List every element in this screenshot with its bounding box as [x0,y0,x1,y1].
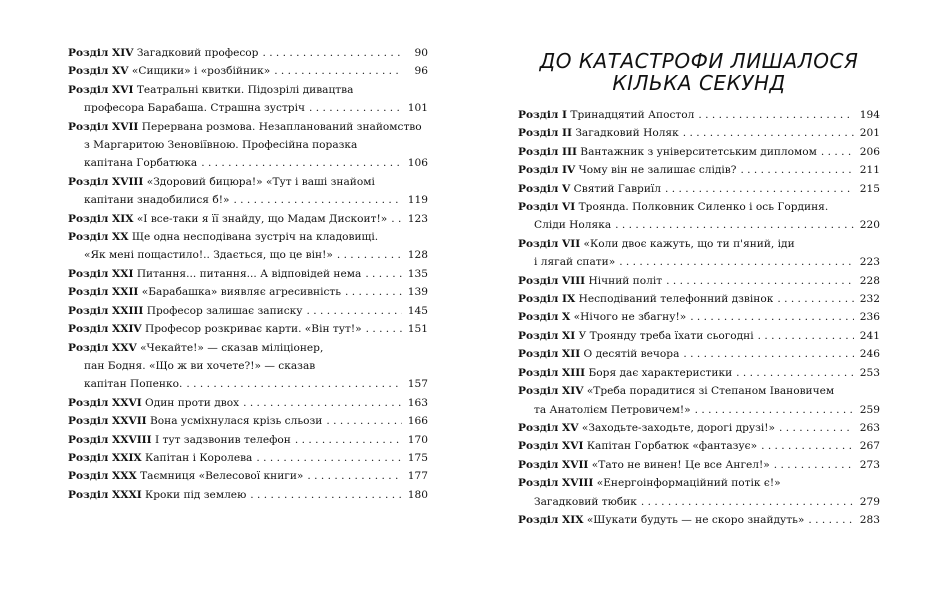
chapter-label: Розділ XXII [68,286,139,299]
chapter-title: та Анатолієм Петровичем!» [534,403,691,416]
page-number: 246 [859,348,880,361]
dot-leader [777,290,854,308]
toc-entry [518,345,880,363]
dot-leader [307,467,402,485]
toc-entry-line [68,302,428,320]
toc-entry [518,437,880,455]
toc-entry [518,180,880,198]
chapter-label: Розділ II [518,127,572,140]
chapter-label: Розділ XVI [518,440,584,453]
toc-entry-line [68,173,428,191]
toc-entry-text [534,216,611,234]
page-number: 170 [407,433,428,446]
chapter-label: Розділ XVIII [68,175,144,188]
toc-entry-text [518,235,795,253]
chapter-title: Троянда. Полковник Силенко і ось Гординя. [578,201,829,214]
chapter-label: Розділ XVII [518,458,589,471]
page-number: 215 [859,182,880,195]
toc-entry-line [518,401,880,419]
toc-entry-line [68,99,428,117]
chapter-label: Розділ XIV [68,47,134,59]
chapter-title: капітан Попенко. [84,378,183,391]
toc-entry-text [518,474,781,492]
dot-leader [274,62,402,80]
chapter-label: Розділ XV [68,65,129,78]
page-number: 157 [407,378,428,391]
section-title-line-2: КІЛЬКА СЕКУНД [612,71,786,95]
toc-entry [68,412,428,430]
toc-entry-text [518,198,828,216]
toc-entry-text [84,99,305,117]
toc-entry-line [68,191,428,209]
page-number: 128 [407,249,428,262]
chapter-title: і лягай спати» [534,256,616,269]
toc-entry-text [518,364,732,382]
chapter-title: капітана Горбатюка [84,157,198,170]
chapter-title: Кроки під землею [145,488,247,501]
chapter-title: Святий Гавриїл [573,182,661,195]
toc-entry-line [68,246,428,264]
toc-entry-text [518,382,834,400]
page-number: 283 [859,513,880,526]
toc-entry-text [68,62,270,80]
toc-entry-text [518,511,804,529]
chapter-title: Тринадцятий Апостол [570,109,695,121]
toc-entry-line [518,143,880,161]
page-number: 119 [407,194,428,207]
dot-leader [641,493,854,511]
chapter-title: професора Барабаша. Страшна зустріч [84,102,305,115]
toc-entry-text [68,210,387,228]
page-number: 211 [859,164,880,177]
page-number: 228 [859,274,880,287]
toc-entry-line [68,486,428,504]
page-number: 273 [859,458,880,471]
dot-leader [615,216,854,234]
page-number: 220 [859,219,880,232]
page-number: 106 [407,157,428,170]
dot-leader [233,191,402,209]
page-number: 253 [859,366,880,379]
chapter-title: Театральні квитки. Підозрілі дивацтва [136,83,354,96]
chapter-label: Розділ XV [518,421,579,434]
dot-leader [186,375,402,393]
chapter-label: Розділ XIV [518,385,584,398]
chapter-label: Розділ V [518,182,571,195]
toc-entry-line [518,437,880,455]
toc-entry-line [68,81,428,99]
chapter-title: Таємниця «Велесової книги» [140,470,304,483]
dot-leader [736,364,854,382]
toc-entry [518,272,880,290]
toc-entry-text [84,191,229,209]
toc-entry [68,486,428,504]
page-number: 263 [859,421,880,434]
chapter-title: Професор залишає записку [146,304,303,317]
toc-entry [518,290,880,308]
chapter-label: Розділ XXIV [68,323,142,336]
chapter-title: з Маргаритою Зеновіївною. Професійна поразка [84,139,358,152]
chapter-label: Розділ XXVIII [68,433,152,446]
toc-entry-line [68,357,428,375]
toc-entry-line [68,154,428,172]
dot-leader [808,511,854,529]
toc-entry [68,449,428,467]
toc-entry-line [68,136,428,154]
toc-entry-text [68,467,303,485]
dot-leader [262,44,402,62]
chapter-title: Капітан і Королева [145,451,253,464]
chapter-title: «Треба порадитися зі Степаном Івановичем [586,385,835,398]
chapter-title: Чому він не залишає слідів? [578,164,737,177]
chapter-label: Розділ XXV [68,341,137,354]
page-number: 90 [414,47,428,59]
toc-entry-line [68,320,428,338]
toc-entry [68,173,428,210]
page-number: 206 [859,145,880,158]
toc-entry-line [518,180,880,198]
chapter-label: Розділ XXIII [68,304,144,317]
page-number: 175 [407,451,428,464]
toc-entry [518,511,880,529]
toc-entry [68,62,428,80]
toc-entry [68,228,428,265]
page-number: 177 [407,470,428,483]
toc-entry [68,118,428,173]
chapter-label: Розділ VIII [518,274,586,287]
chapter-title: Капітан Горбатюк «фантазує» [586,440,758,453]
chapter-label: Розділ XXVII [68,415,147,428]
toc-entry [518,308,880,326]
chapter-title: Несподіваний телефонний дзвінок [578,293,774,306]
dot-leader [326,412,402,430]
toc-entry-text [534,401,691,419]
toc-entry [518,124,880,142]
right-page-toc [518,44,880,529]
page-number: 139 [407,286,428,299]
toc-entry-text [518,327,754,345]
toc-entry-line [518,216,880,234]
chapter-title: пан Бодня. «Що ж ви хочете?!» — сказав [84,359,316,372]
toc-entry [68,394,428,412]
toc-entry-line [518,493,880,511]
chapter-title: «Шукати будуть — не скоро знайдуть» [586,513,805,526]
chapter-label: Розділ XXXI [68,488,142,501]
dot-leader [250,486,402,504]
toc-entry-text [68,339,323,357]
toc-entry-text [68,320,362,338]
dot-leader [698,106,854,124]
page-number: 223 [859,256,880,269]
chapter-title: «І все-таки я її знайду, що Мадам Дискоит!» [136,212,388,225]
chapter-label: Розділ XX [68,231,129,244]
dot-leader [365,265,402,283]
chapter-title: Питання... питання... А відповідей нема [136,267,362,280]
dot-leader [201,154,402,172]
toc-entry-text [68,118,422,136]
page-number: 279 [859,495,880,508]
toc-entry-line [68,339,428,357]
toc-entry-text [68,81,353,99]
dot-leader [740,161,854,179]
dot-leader [683,345,854,363]
dot-leader [295,431,402,449]
chapter-title: Професор розкриває карти. «Він тут!» [145,323,362,336]
dot-leader [307,302,403,320]
toc-entry [68,339,428,394]
toc-entry [518,474,880,511]
toc-entry-line [68,467,428,485]
chapter-title: Нічний політ [588,274,663,287]
toc-entry-text [68,394,239,412]
toc-entry-line [518,511,880,529]
chapter-label: Розділ XIX [518,513,584,526]
toc-entry-line [68,412,428,430]
toc-entry-line [518,124,880,142]
toc-entry [518,364,880,382]
chapter-title: Вона усміхнулася крізь сльози [149,415,323,428]
toc-entry-text [534,253,615,271]
dot-leader [666,272,854,290]
toc-entry-line [518,235,880,253]
chapter-title: Ще одна несподівана зустріч на кладовищі. [131,231,379,244]
toc-entry-line [518,272,880,290]
toc-entry [68,320,428,338]
toc-entry-text [518,272,662,290]
chapter-label: Розділ XXI [68,267,134,280]
toc-entry-line [518,198,880,216]
toc-entry [518,235,880,272]
page-number: 194 [859,109,880,121]
left-page-toc [68,44,428,504]
toc-entry-text [68,44,258,62]
toc-entry-line [518,253,880,271]
toc-entry [68,283,428,301]
chapter-title: Перервана розмова. Незапланований знайомство [141,120,422,133]
chapter-title: «Заходьте-заходьте, дорогі друзі!» [581,421,776,434]
toc-entry [68,44,428,62]
chapter-title: «Здоровий бицюра!» «Тут і ваші знайомі [146,175,375,188]
chapter-title: «Коли двоє кажуть, що ти п'яний, іди [583,237,795,250]
toc-entry-line [68,449,428,467]
dot-leader [337,246,402,264]
chapter-label: Розділ VII [518,237,581,250]
page-number: 96 [414,65,428,78]
toc-entry-line [68,62,428,80]
dot-leader [821,143,854,161]
dot-leader [256,449,402,467]
toc-entry-line [518,290,880,308]
toc-entry-text [68,283,341,301]
toc-entry-line [518,345,880,363]
toc-entry-line [68,265,428,283]
chapter-label: Розділ XVII [68,120,139,133]
toc-entry [518,456,880,474]
chapter-label: Розділ XXVI [68,396,142,409]
toc-entry-line [68,44,428,62]
toc-entry-text [84,136,357,154]
toc-entry-text [518,180,661,198]
chapter-label: Розділ VI [518,201,576,214]
toc-entry-text [518,161,736,179]
chapter-title: «Енергоінформаційний потік є!» [596,477,781,490]
toc-entry-line [68,228,428,246]
toc-entry [518,327,880,345]
toc-entry-text [534,493,637,511]
toc-entry-line [68,118,428,136]
toc-entry-line [518,474,880,492]
toc-entry [518,106,880,124]
toc-entry-line [518,308,880,326]
toc-entry-text [68,449,252,467]
chapter-title: І тут задзвонив телефон [154,433,291,446]
page-number: 163 [407,396,428,409]
dot-leader [761,437,854,455]
toc-entry-text [518,290,773,308]
chapter-label: Розділ XXIX [68,451,142,464]
toc-entry-text [68,265,361,283]
toc-entry [518,198,880,235]
toc-entry-line [518,456,880,474]
chapter-title: «Нічого не збагну!» [573,311,687,324]
page-number: 201 [859,127,880,140]
dot-leader [758,327,854,345]
chapter-title: Загадковий тюбик [534,495,637,508]
dot-leader [690,308,854,326]
toc-entry-line [518,327,880,345]
chapter-label: Розділ XVIII [518,477,594,490]
toc-entry-line [518,161,880,179]
chapter-label: Розділ XVI [68,83,134,96]
chapter-label: Розділ XIX [68,212,134,225]
toc-entry-text [518,143,817,161]
dot-leader [665,180,854,198]
toc-entry-text [518,419,775,437]
dot-leader [366,320,402,338]
chapter-label: Розділ IX [518,293,576,306]
chapter-title: Вантажник з університетським дипломом [580,145,817,158]
toc-entry-text [518,456,770,474]
dot-leader [243,394,402,412]
page-number: 241 [859,329,880,342]
page-number: 166 [407,415,428,428]
toc-entry-text [84,154,197,172]
dot-leader [391,210,402,228]
page-number: 236 [859,311,880,324]
toc-entry-text [68,173,375,191]
chapter-title: Загадковий професор [136,47,259,59]
toc-entry-text [518,437,757,455]
page-number: 180 [407,488,428,501]
chapter-title: «Як мені пощастило!.. Здається, що це він!» [84,249,333,262]
toc-entry-text [518,124,679,142]
chapter-title: «Тато не винен! Це все Ангел!» [591,458,770,471]
page-number: 135 [407,267,428,280]
toc-entry-line [68,375,428,393]
toc-entry [518,161,880,179]
toc-entry [518,419,880,437]
toc-entry-line [68,394,428,412]
section-title-line-1: ДО КАТАСТРОФИ ЛИШАЛОСЯ [539,49,859,73]
chapter-label: Розділ XIII [518,366,586,379]
dot-leader [345,283,402,301]
chapter-title: Один проти двох [145,396,240,409]
chapter-label: Розділ X [518,311,571,324]
toc-entry-line [68,431,428,449]
toc-entry-line [68,283,428,301]
chapter-label: Розділ III [518,145,577,158]
toc-entry-line [68,210,428,228]
chapter-title: У Троянду треба їхати сьогодні [578,329,754,342]
toc-entry-line [518,382,880,400]
chapter-title: «Сищики» і «розбійник» [131,65,271,78]
dot-leader [774,456,854,474]
toc-entry [68,265,428,283]
page-number: 151 [407,323,428,336]
toc-entry [68,431,428,449]
chapter-label: Розділ IV [518,164,576,177]
page-number: 267 [859,440,880,453]
toc-entry [68,302,428,320]
toc-entry-text [68,228,378,246]
dot-leader [619,253,854,271]
chapter-label: Розділ XII [518,348,581,361]
chapter-label: Розділ I [518,109,567,121]
dot-leader [779,419,854,437]
toc-entry [68,467,428,485]
dot-leader [683,124,854,142]
toc-entry [518,143,880,161]
chapter-title: «Чекайте!» — сказав міліціонер, [140,341,324,354]
toc-entry-text [84,375,182,393]
chapter-title: О десятій вечора [583,348,680,361]
page-number: 101 [407,102,428,115]
section-title [518,50,880,94]
toc-entry-text [518,308,686,326]
page-number: 145 [407,304,428,317]
dot-leader [695,401,854,419]
dot-leader [309,99,402,117]
chapter-title: Боря дає характеристики [588,366,733,379]
toc-entry-text [84,246,333,264]
toc-entry-text [68,302,303,320]
toc-entry-line [518,419,880,437]
toc-entry [68,210,428,228]
toc-entry-line [518,364,880,382]
toc-entry-text [68,412,322,430]
page-number: 123 [407,212,428,225]
toc-entry-text [68,431,291,449]
chapter-title: Загадковий Ноляк [575,127,679,140]
toc-entry-text [518,345,679,363]
chapter-title: капітани знадобилися б!» [84,194,230,207]
chapter-label: Розділ XI [518,329,576,342]
right-entries [518,106,880,529]
toc-entry [518,382,880,419]
toc-entry-text [68,486,246,504]
chapter-label: Розділ XXX [68,470,137,483]
toc-entry-text [518,106,694,124]
toc-entry-line [518,106,880,124]
toc-entry-text [84,357,315,375]
toc-entry [68,81,428,118]
page-number: 232 [859,293,880,306]
chapter-title: «Барабашка» виявляє агресивність [141,286,342,299]
page-number: 259 [859,403,880,416]
chapter-title: Сліди Ноляка [534,219,612,232]
